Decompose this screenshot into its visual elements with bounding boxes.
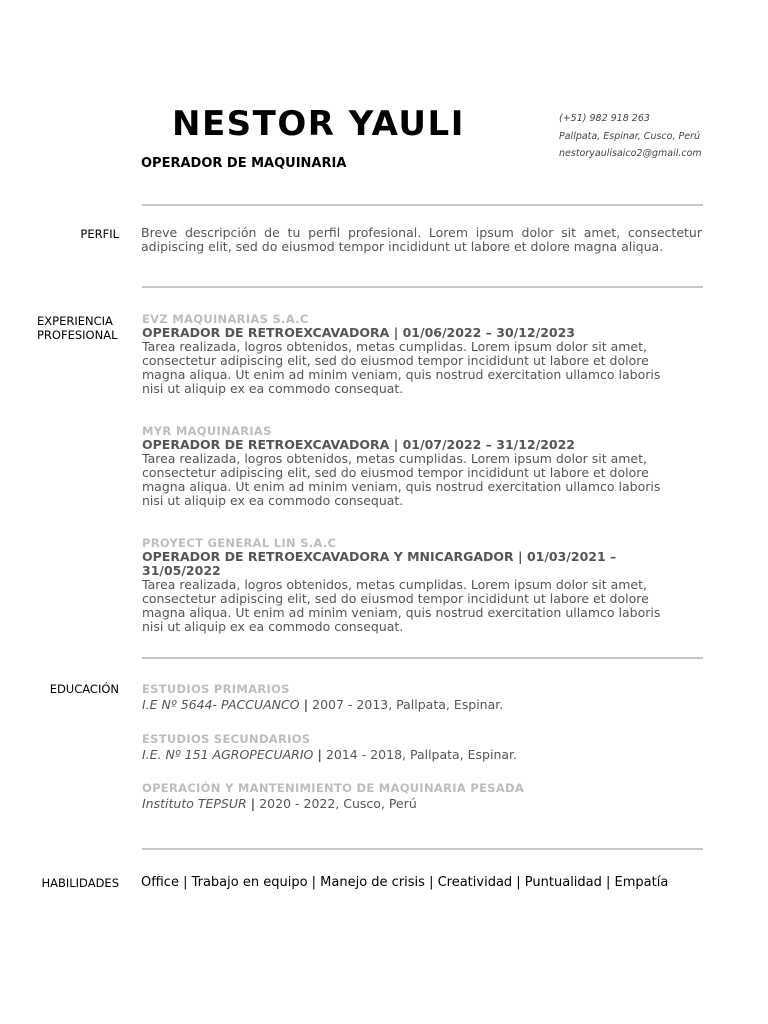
profile-text: Breve descripción de tu perfil profesional. Lorem ipsum dolor sit amet, consectetur adipiscing elit, sed do eiusmod tempor incididunt ut labore et dolore magna aliqua. bbox=[141, 225, 702, 254]
job-title: OPERADOR DE RETROEXCAVADORA Y MNICARGADOR | 01/03/2021 – 31/05/2022 bbox=[142, 549, 617, 578]
education-item bbox=[142, 781, 702, 811]
education-details: 2020 - 2022, Cusco, Perú bbox=[259, 796, 417, 811]
divider bbox=[142, 657, 703, 659]
education-item bbox=[142, 682, 702, 712]
contact-block bbox=[559, 110, 702, 163]
education-line bbox=[142, 797, 702, 811]
education-separator: | bbox=[303, 697, 309, 712]
job-description: Tarea realizada, logros obtenidos, metas cumplidas. Lorem ipsum dolor sit amet, consectetur adipiscing elit, sed do eiusmod tempor incididunt ut labore et dolore magna aliqua. Ut enim ad minim veniam, quis nostrud exercitation ullamco laboris nisi ut aliquip ex ea commodo consequat. bbox=[142, 577, 661, 634]
contact-email: nestoryaulisaico2@gmail.com bbox=[559, 148, 702, 159]
education-line bbox=[142, 748, 702, 762]
job-title: OPERADOR DE RETROEXCAVADORA | 01/06/2022 – 30/12/2023 bbox=[142, 325, 575, 340]
candidate-role: OPERADOR DE MAQUINARIA bbox=[141, 156, 347, 171]
education-level: ESTUDIOS SECUNDARIOS bbox=[142, 732, 311, 746]
education-line bbox=[142, 698, 702, 712]
education-details: 2007 - 2013, Pallpata, Espinar. bbox=[312, 697, 504, 712]
job-title: OPERADOR DE RETROEXCAVADORA | 01/07/2022 – 31/12/2022 bbox=[142, 437, 575, 452]
education-separator: | bbox=[250, 796, 256, 811]
divider bbox=[142, 848, 703, 850]
section-label-profile: PERFIL bbox=[80, 227, 119, 241]
experience-item bbox=[142, 312, 682, 396]
section-label-line: PROFESIONAL bbox=[37, 328, 118, 342]
education-institution: I.E. Nº 151 AGROPECUARIO bbox=[142, 747, 314, 762]
education-level: OPERACIÓN Y MANTENIMIENTO DE MAQUINARIA PESADA bbox=[142, 781, 525, 795]
section-label-experience bbox=[37, 314, 117, 342]
section-label-skills: HABILIDADES bbox=[41, 876, 119, 890]
skills-list: Office | Trabajo en equipo | Manejo de crisis | Creatividad | Puntualidad | Empatía bbox=[141, 875, 669, 890]
education-level: ESTUDIOS PRIMARIOS bbox=[142, 682, 290, 696]
job-description: Tarea realizada, logros obtenidos, metas cumplidas. Lorem ipsum dolor sit amet, consectetur adipiscing elit, sed do eiusmod tempor incididunt ut labore et dolore magna aliqua. Ut enim ad minim veniam, quis nostrud exercitation ullamco laboris nisi ut aliquip ex ea commodo consequat. bbox=[142, 451, 661, 508]
company-name: PROYECT GENERAL LIN S.A.C bbox=[142, 536, 337, 550]
education-institution: Instituto TEPSUR bbox=[142, 796, 247, 811]
company-name: MYR MAQUINARIAS bbox=[142, 424, 272, 438]
divider bbox=[142, 286, 703, 288]
section-label-line: EXPERIENCIA bbox=[37, 314, 113, 328]
education-institution: I.E Nº 5644- PACCUANCO bbox=[142, 697, 300, 712]
education-details: 2014 - 2018, Pallpata, Espinar. bbox=[325, 747, 518, 762]
education-separator: | bbox=[317, 747, 322, 762]
contact-phone: (+51) 982 918 263 bbox=[559, 113, 650, 124]
company-name: EVZ MAQUINARIAS S.A.C bbox=[142, 312, 309, 326]
experience-item bbox=[142, 424, 682, 508]
divider bbox=[142, 204, 703, 206]
section-label-education: EDUCACIÓN bbox=[49, 682, 119, 696]
candidate-name: NESTOR YAULI bbox=[172, 104, 465, 144]
contact-address: Pallpata, Espinar, Cusco, Perú bbox=[559, 130, 700, 142]
education-item bbox=[142, 732, 702, 762]
experience-item bbox=[142, 536, 682, 634]
job-description: Tarea realizada, logros obtenidos, metas cumplidas. Lorem ipsum dolor sit amet, consectetur adipiscing elit, sed do eiusmod tempor incididunt ut labore et dolore magna aliqua. Ut enim ad minim veniam, quis nostrud exercitation ullamco laboris nisi ut aliquip ex ea commodo consequat. bbox=[142, 339, 661, 396]
